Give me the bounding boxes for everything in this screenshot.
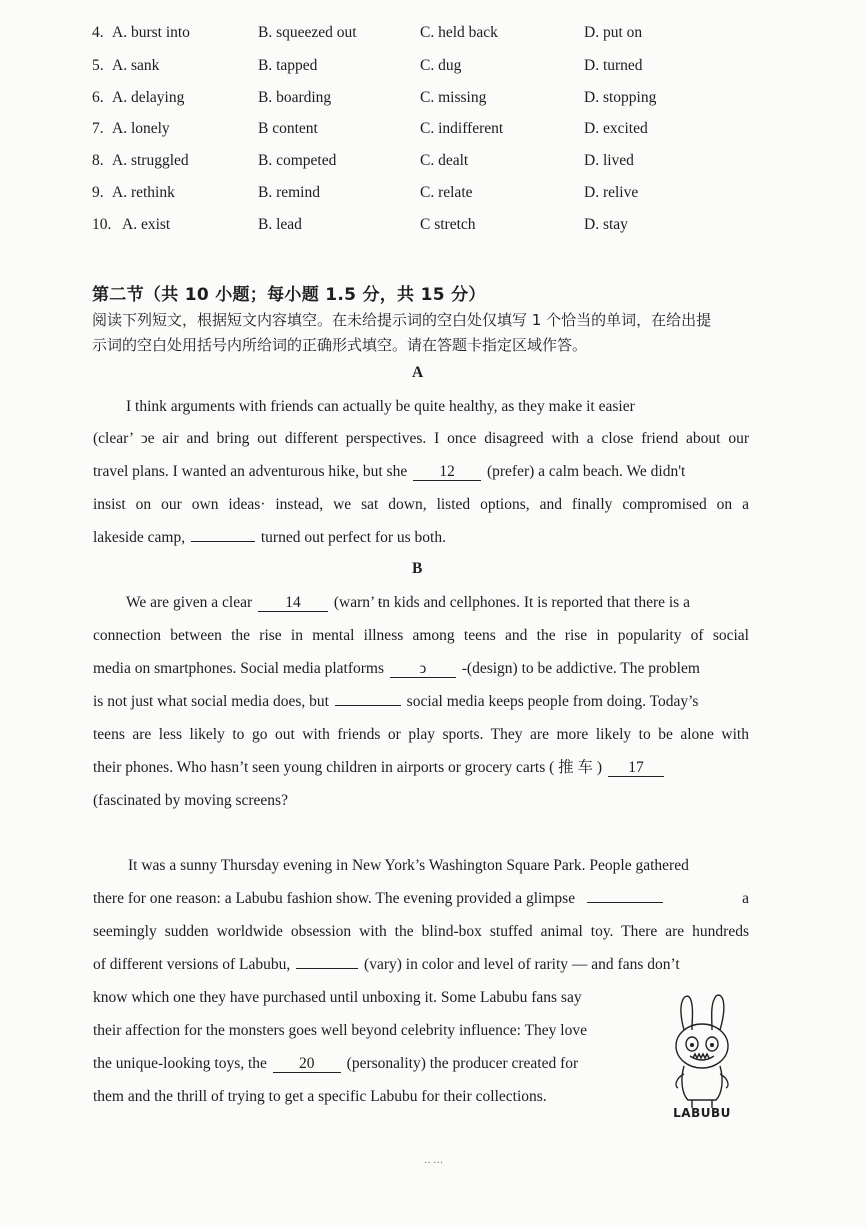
instruction-line: 阅读下列短文，根据短文内容填空。在未给提示词的空白处仅填写 1 个恰当的单词，在给出提	[92, 311, 712, 329]
option-a: A. burst into	[112, 24, 190, 41]
passage-text: (warn’ ŧn kids and cellphones. It is reported that there is a	[333, 594, 690, 611]
option-b: B. tapped	[258, 57, 318, 74]
option-d: D. excited	[584, 120, 648, 137]
labubu-illustration	[662, 990, 742, 1122]
option-c: C. relate	[420, 184, 473, 201]
option-d: D. lived	[584, 152, 634, 169]
passage-text: turned out perfect for us both.	[260, 529, 446, 546]
option-row	[92, 184, 792, 206]
option-c: C. held back	[420, 24, 498, 41]
passage-text: social media keeps people from doing. Today’s	[406, 693, 699, 710]
passage-line: their affection for the monsters goes well beyond celebrity influence: They love	[93, 1022, 587, 1039]
passage-line	[93, 758, 749, 778]
passage-line	[93, 659, 749, 679]
option-d: D. stay	[584, 216, 628, 233]
option-row	[92, 152, 792, 174]
blank-15[interactable]: ↄ	[390, 661, 456, 678]
question-number: 7.	[92, 120, 104, 137]
passage-line: insist on our own ideas· instead, we sat down, listed options, and finally compromised on a	[93, 496, 749, 513]
passage-line	[93, 889, 749, 909]
option-b: B. lead	[258, 216, 302, 233]
blank-16[interactable]	[335, 705, 401, 706]
passage-line: It was a sunny Thursday evening in New York’s Washington Square Park. People gathered	[128, 857, 689, 874]
question-number: 5.	[92, 57, 104, 74]
passage-line: connection between the rise in mental illness among teens and the rise in popularity of social	[93, 627, 749, 644]
option-row	[92, 89, 792, 111]
option-b: B. squeezed out	[258, 24, 357, 41]
option-c: C. indifferent	[420, 120, 504, 137]
passage-line: know which one they have purchased until unboxing it. Some Labubu fans say	[93, 989, 582, 1006]
blank-18[interactable]	[587, 902, 663, 903]
blank-17[interactable]: 17	[608, 760, 664, 777]
option-d: D. relive	[584, 184, 639, 201]
question-number: 6.	[92, 89, 104, 106]
passage-line	[93, 692, 749, 712]
passage-line: seemingly sudden worldwide obsession with the blind-box stuffed animal toy. There are hundreds	[93, 923, 749, 940]
passage-a-heading: A	[412, 364, 424, 381]
passage-line	[93, 955, 749, 975]
passage-line	[93, 462, 749, 482]
option-row	[92, 216, 792, 238]
section-title: 第二节（共 10 小题；每小题 1.5 分，共 15 分）	[92, 285, 486, 305]
passage-text: travel plans. I wanted an adventurous hike, but she	[93, 463, 408, 480]
blank-12[interactable]: 12	[413, 464, 481, 481]
passage-line: (fascinated by moving screens?	[93, 792, 288, 809]
passage-text: lakeside camp,	[93, 529, 186, 546]
passage-text: of different versions of Labubu,	[93, 956, 291, 973]
option-d: D. put on	[584, 24, 643, 41]
passage-b-heading: B	[412, 560, 423, 577]
labubu-figure-icon	[662, 990, 742, 1122]
passage-text: the unique-looking toys, the	[93, 1055, 267, 1072]
passage-line: teens are less likely to go out with friends or play sports. They are more likely to be alone with	[93, 726, 749, 743]
passage-text: We are given a clear	[126, 594, 253, 611]
passage-line	[93, 1054, 638, 1074]
passage-text: a	[742, 890, 749, 907]
option-row	[92, 120, 792, 142]
passage-text: (prefer) a calm beach. We didn't	[486, 463, 686, 480]
option-a: A. rethink	[112, 184, 175, 201]
blank-13[interactable]	[191, 541, 255, 542]
question-number: 4.	[92, 24, 104, 41]
blank-19[interactable]	[296, 968, 358, 969]
question-number: 10.	[92, 216, 112, 233]
option-c: C. dealt	[420, 152, 469, 169]
page-footer-dots: ·· ···	[424, 1158, 444, 1169]
option-b: B. remind	[258, 184, 320, 201]
option-a: A. exist	[122, 216, 171, 233]
question-number: 8.	[92, 152, 104, 169]
section-instructions	[92, 308, 752, 358]
option-row	[92, 57, 792, 79]
question-number: 9.	[92, 184, 104, 201]
passage-text: there for one reason: a Labubu fashion show. The evening provided a glimpse	[93, 890, 576, 907]
passage-line	[126, 593, 749, 613]
passage-text: their phones. Who hasn’t seen young children in airports or grocery carts ( 推 车 )	[93, 759, 603, 776]
passage-text: is not just what social media does, but	[93, 693, 329, 710]
option-b: B content	[258, 120, 318, 137]
option-a: A. delaying	[112, 89, 185, 106]
passage-text: (personality) the producer created for	[346, 1055, 579, 1072]
instruction-line: 示词的空白处用括号内所给词的正确形式填空。请在答题卡指定区域作答。	[92, 336, 588, 354]
option-a: A. struggled	[112, 152, 189, 169]
option-row	[92, 24, 792, 46]
blank-14[interactable]: 14	[258, 595, 328, 612]
passage-text: media on smartphones. Social media platforms	[93, 660, 384, 677]
passage-line: I think arguments with friends can actually be quite healthy, as they make it easier	[126, 398, 635, 415]
option-d: D. stopping	[584, 89, 657, 106]
option-c: C stretch	[420, 216, 476, 233]
option-b: B. competed	[258, 152, 337, 169]
passage-line: them and the thrill of trying to get a specific Labubu for their collections.	[93, 1088, 547, 1105]
passage-line	[93, 528, 749, 548]
option-c: C. dug	[420, 57, 462, 74]
passage-text: -(design) to be addictive. The problem	[461, 660, 700, 677]
option-a: A. lonely	[112, 120, 170, 137]
passage-text: (vary) in color and level of rarity — and fans don’t	[364, 956, 680, 973]
option-d: D. turned	[584, 57, 643, 74]
option-b: B. boarding	[258, 89, 332, 106]
passage-line: (clear’ ↄe air and bring out different perspectives. I once disagreed with a close friend about our	[93, 430, 749, 447]
option-c: C. missing	[420, 89, 487, 106]
blank-20[interactable]: 20	[273, 1056, 341, 1073]
labubu-logo-text: LABUBU	[673, 1106, 731, 1120]
option-a: A. sank	[112, 57, 160, 74]
